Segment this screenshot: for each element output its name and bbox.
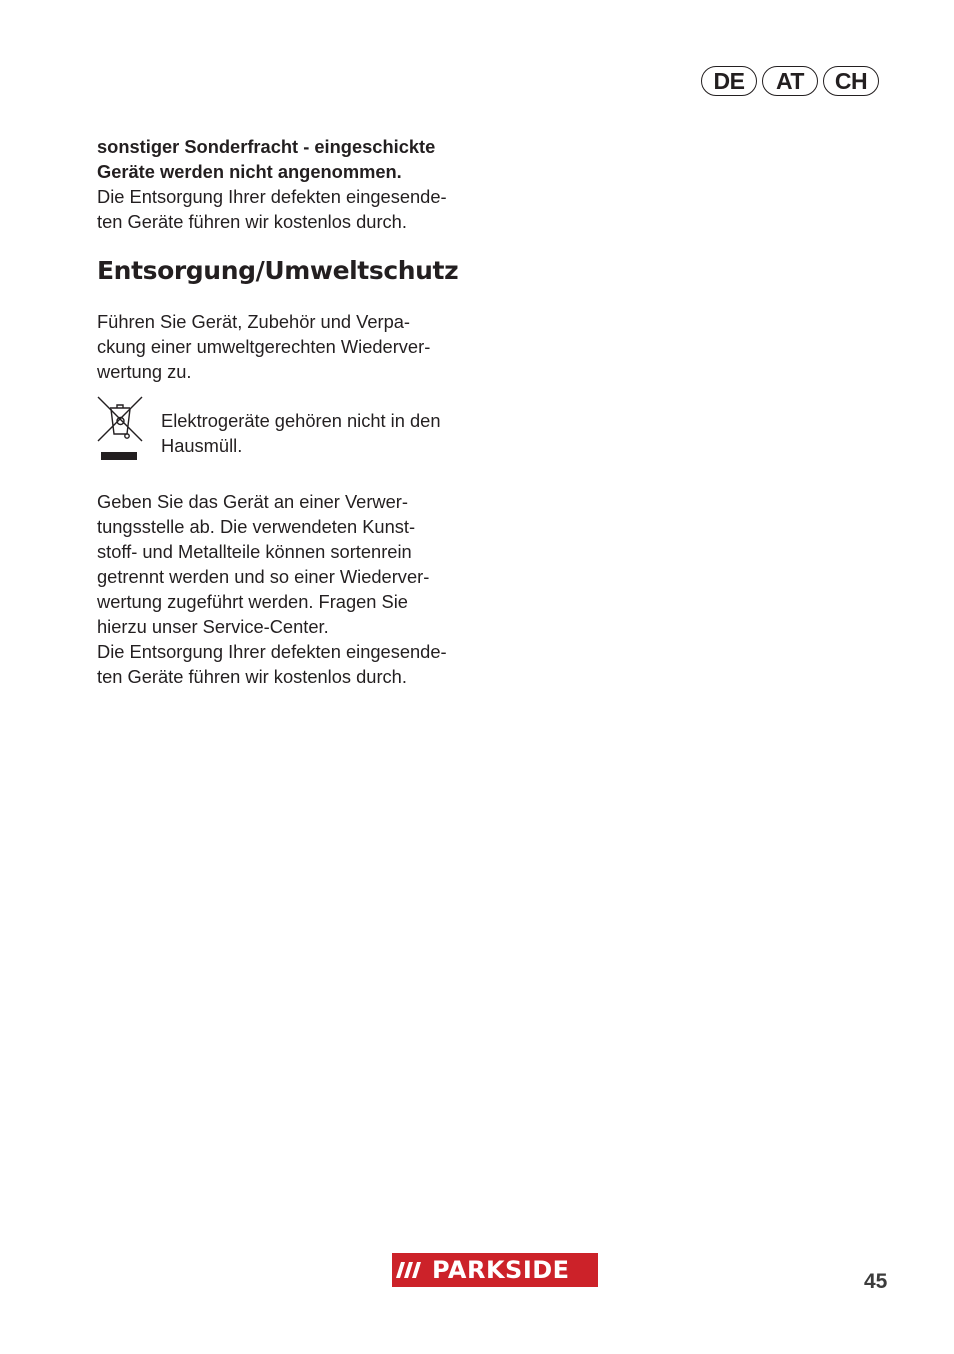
text-line: ten Geräte führen wir kostenlos durch.: [97, 211, 407, 232]
logo-stripes-icon: [392, 1253, 432, 1287]
country-badge-at: AT: [762, 66, 818, 96]
weee-text: [161, 408, 441, 458]
continuation-text: [97, 184, 497, 234]
text-line: Geben Sie das Gerät an einer Verwer-: [97, 491, 408, 512]
text-line: ckung einer umweltgerechten Wiederver-: [97, 336, 431, 357]
intro-paragraph: [97, 309, 497, 384]
text-line: Die Entsorgung Ihrer defekten eingesende-: [97, 186, 447, 207]
text-line: Hausmüll.: [161, 435, 243, 456]
parkside-logo: [392, 1253, 598, 1287]
country-badge-de: DE: [701, 66, 757, 96]
text-line: Die Entsorgung Ihrer defekten eingesende-: [97, 641, 447, 662]
text-line: Geräte werden nicht angenommen.: [97, 161, 402, 182]
text-line: hierzu unser Service-Center.: [97, 616, 329, 637]
crossed-out-wheelie-bin-icon: [97, 396, 143, 462]
main-column: [97, 134, 497, 689]
text-line: wertung zugeführt werden. Fragen Sie: [97, 591, 408, 612]
text-line: tungsstelle ab. Die verwendeten Kunst-: [97, 516, 416, 537]
section-title: Entsorgung/Umweltschutz: [97, 256, 459, 285]
text-line: wertung zu.: [97, 361, 192, 382]
country-badge-ch: CH: [823, 66, 879, 96]
text-line: Elektrogeräte gehören nicht in den: [161, 410, 441, 431]
text-line: ten Geräte führen wir kostenlos durch.: [97, 666, 407, 687]
text-line: stoff- und Metallteile können sortenrein: [97, 541, 412, 562]
text-line: Führen Sie Gerät, Zubehör und Verpa-: [97, 311, 410, 332]
continuation-bold-text: [97, 134, 497, 184]
country-badges: [701, 66, 879, 96]
text-line: getrennt werden und so einer Wiederver-: [97, 566, 430, 587]
page-number: 45: [864, 1270, 888, 1293]
weee-notice: [97, 396, 497, 462]
return-paragraph: [97, 489, 497, 689]
brand-name: PARKSIDE: [432, 1256, 570, 1284]
text-line: sonstiger Sonderfracht - eingeschickte: [97, 136, 436, 157]
